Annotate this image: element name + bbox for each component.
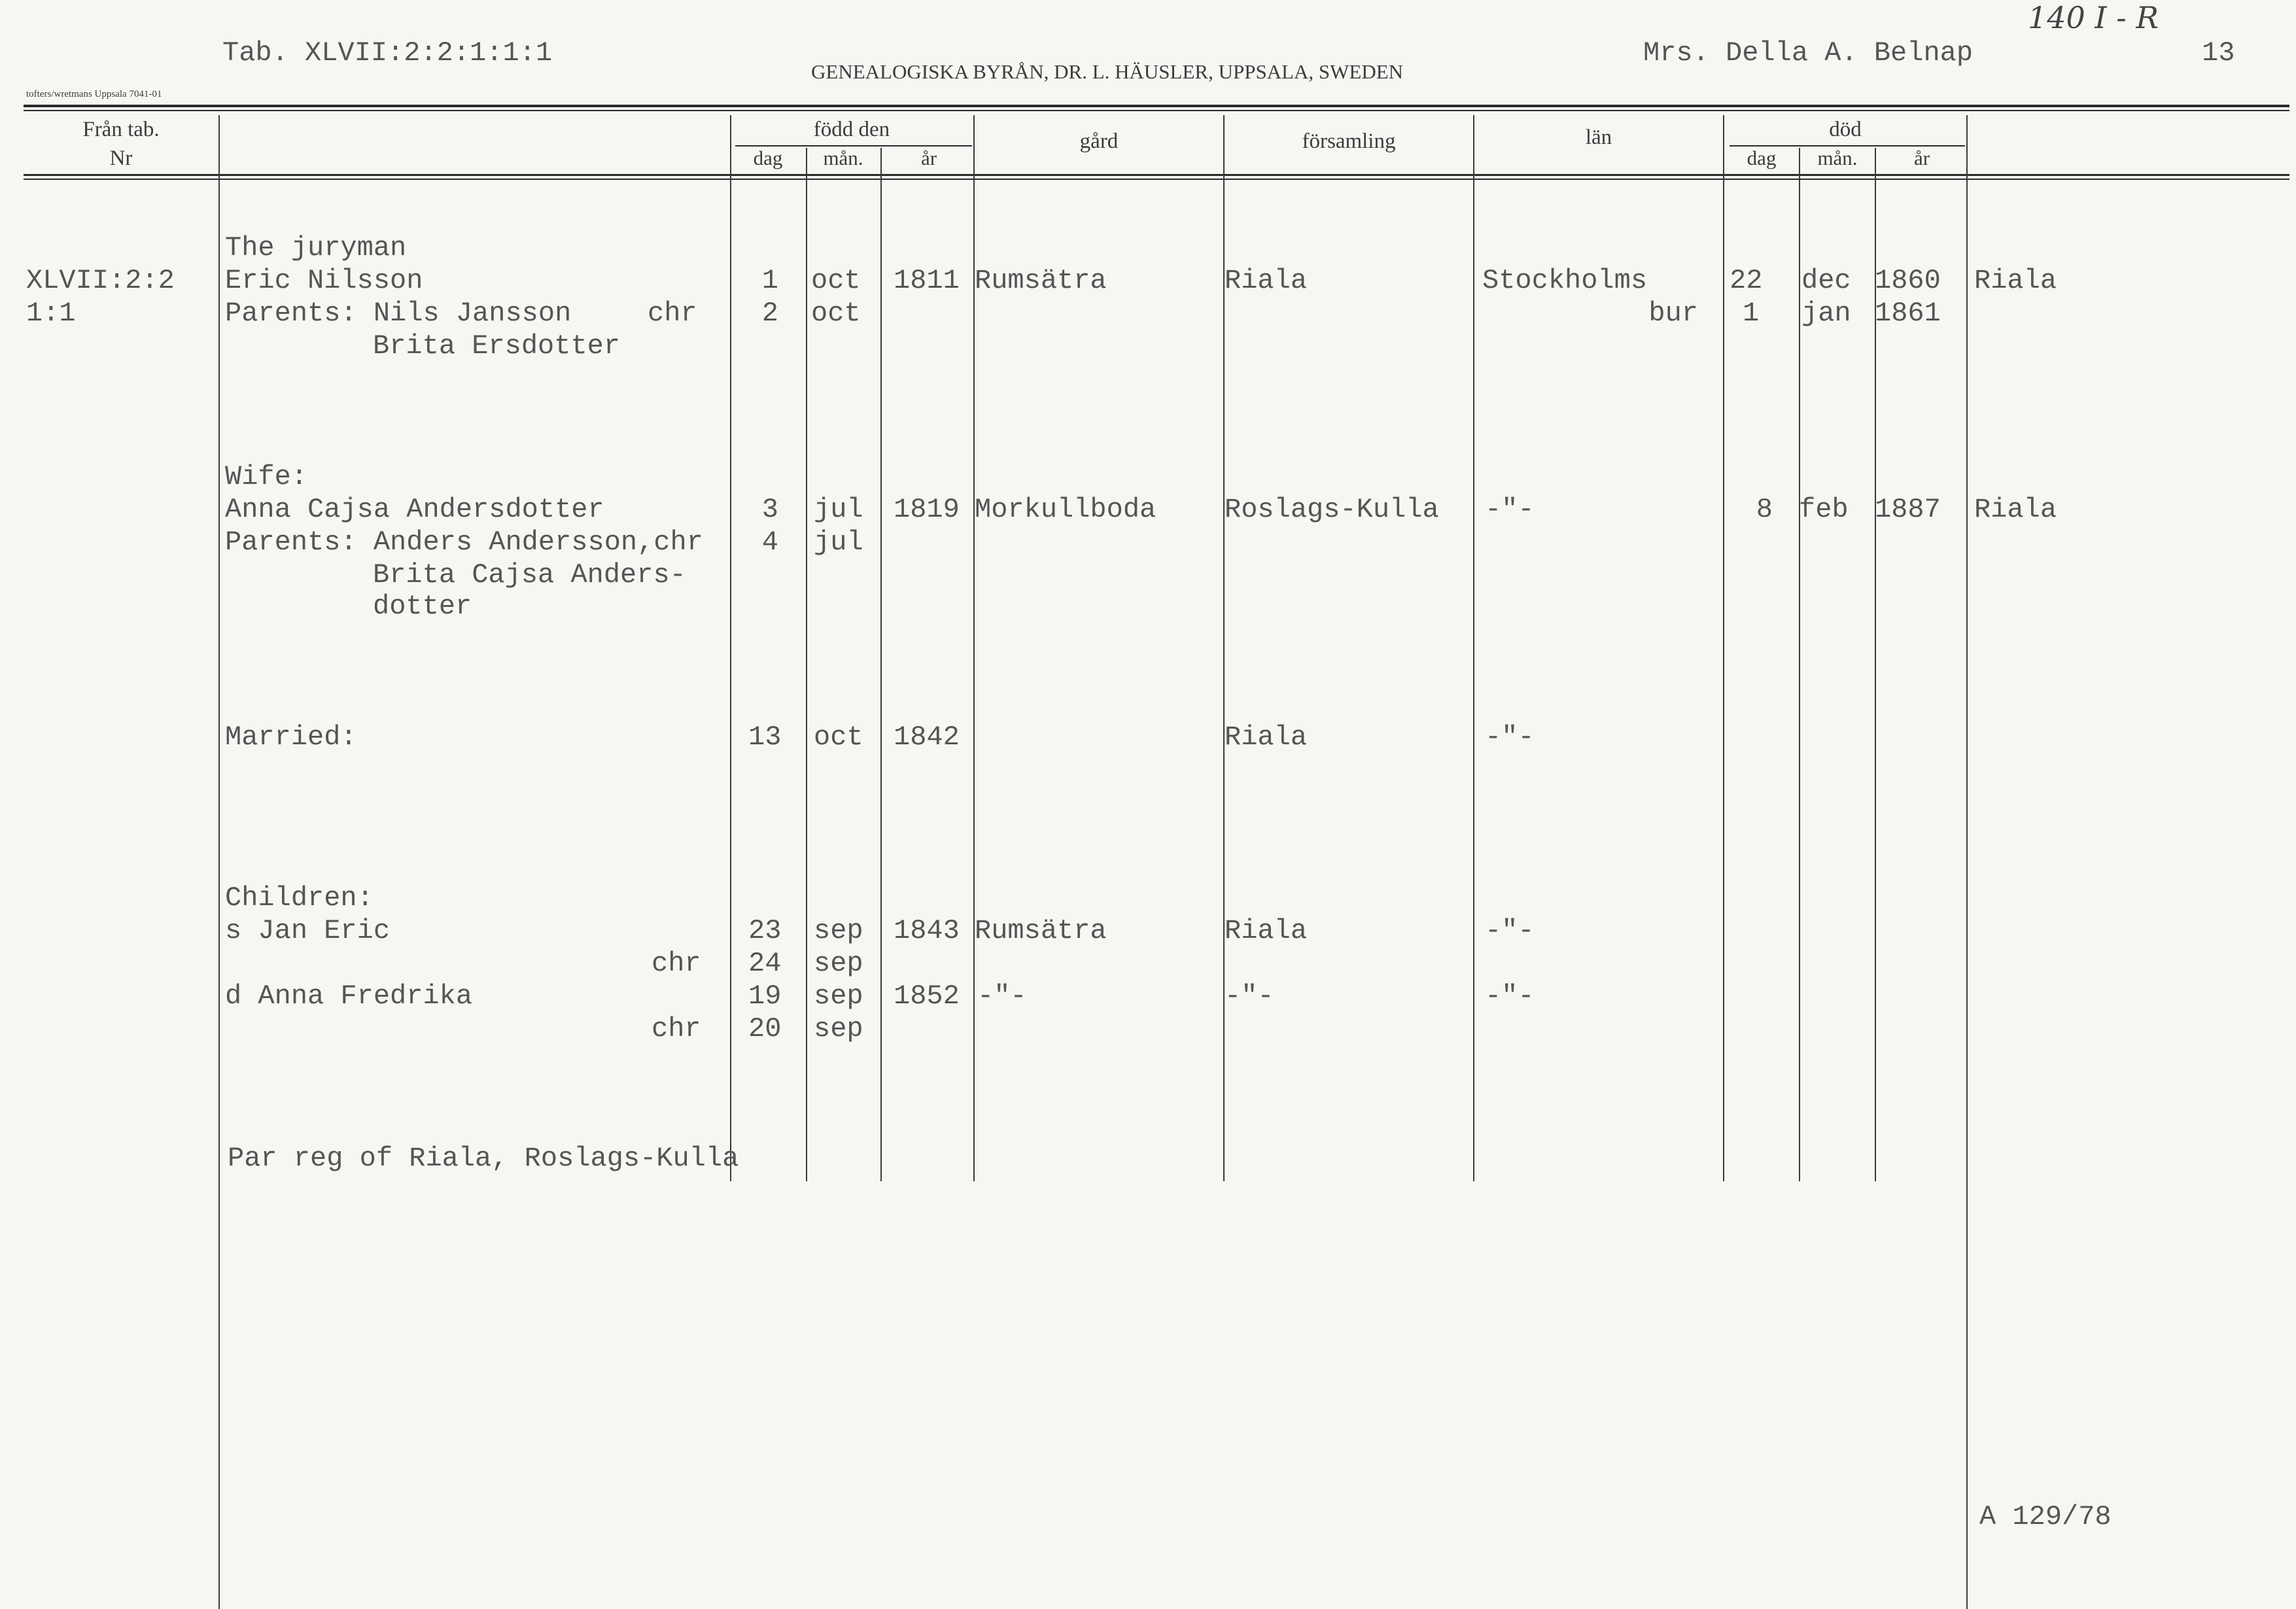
col-gard: gård (1079, 130, 1119, 153)
child2-birth-year: 1852 (894, 980, 960, 1012)
husband-bur-month: jan (1801, 298, 1851, 329)
husband-bur-day: 1 (1743, 298, 1760, 329)
wife-birth-day: 3 (761, 494, 778, 525)
husband-chr-month: oct (811, 298, 861, 329)
wife-name: Anna Cajsa Andersdotter (225, 494, 604, 525)
col-man: mån. (823, 147, 863, 169)
child1-county: -"- (1485, 915, 1535, 946)
child2-parish: -"- (1225, 980, 1274, 1012)
wife-chr-day: 4 (761, 527, 778, 558)
husband-chr-day: 2 (761, 298, 778, 329)
child1-birth-month: sep (814, 915, 863, 946)
husband-farm: Rumsätra (975, 265, 1107, 296)
header-rule (24, 174, 2289, 176)
col-dag: dag (753, 147, 783, 169)
child1-farm: Rumsätra (975, 915, 1107, 946)
husband-name: Eric Nilsson (225, 265, 423, 296)
top-rule-thin (24, 110, 2289, 111)
col-nr: Nr (109, 147, 133, 170)
col-dod-ar: år (1913, 147, 1930, 169)
husband-county: Stockholms (1482, 265, 1648, 296)
married-month: oct (814, 721, 863, 753)
child1-parish: Riala (1225, 915, 1308, 946)
husband-birth-month: oct (811, 265, 861, 296)
col-divider (1473, 115, 1474, 1181)
from-tab-line2: 1:1 (26, 298, 76, 329)
child2-name: d Anna Fredrika (225, 980, 473, 1012)
col-lan: län (1585, 126, 1612, 149)
col-divider (880, 148, 882, 1181)
husband-death-year: 1860 (1875, 265, 1941, 296)
col-dod-dag: dag (1747, 147, 1777, 169)
wife-chr-month: jul (814, 527, 863, 558)
col-forsamling: församling (1302, 130, 1396, 153)
child2-farm: -"- (977, 980, 1027, 1012)
child2-chr-label: chr (652, 1013, 701, 1045)
col-dod-man: mån. (1817, 147, 1858, 169)
wife-parents: Parents: Anders Andersson,chr (225, 527, 703, 558)
col-divider (218, 115, 220, 1609)
child1-chr-month: sep (814, 948, 863, 979)
husband-death-month: dec (1801, 265, 1851, 296)
wife-birth-year: 1819 (894, 494, 960, 525)
husband-mother: Brita Ersdotter (373, 330, 621, 362)
handwritten-note: 140 I - R (2028, 0, 2159, 35)
child1-birth-day: 23 (748, 915, 782, 946)
husband-death-day: 22 (1730, 265, 1763, 296)
husband-parents: Parents: Nils Jansson (225, 298, 572, 329)
married-label: Married: (225, 721, 357, 753)
married-day: 13 (748, 721, 782, 753)
tab-reference: Tab. XLVII:2:2:1:1:1 (222, 37, 553, 69)
husband-death-parish: Riala (1974, 265, 2057, 296)
col-divider (806, 148, 807, 1181)
child1-chr-day: 24 (748, 948, 782, 979)
child2-birth-month: sep (814, 980, 863, 1012)
wife-parish: Roslags-Kulla (1225, 494, 1439, 525)
husband-birth-day: 1 (761, 265, 778, 296)
child1-birth-year: 1843 (894, 915, 960, 946)
col-fodd-den: född den (813, 118, 890, 141)
married-county: -"- (1485, 721, 1535, 753)
client-name: Mrs. Della A. Belnap (1643, 37, 1974, 69)
bureau-name: GENEALOGISKA BYRÅN, DR. L. HÄUSLER, UPPSALA, SWEDEN (811, 60, 1404, 83)
wife-mother-line2: dotter (373, 591, 472, 622)
husband-title: The juryman (225, 232, 407, 264)
child1-name: s Jan Eric (225, 915, 391, 946)
wife-birth-month: jul (814, 494, 863, 525)
husband-chr-label: chr (648, 298, 697, 329)
wife-farm: Morkullboda (975, 494, 1157, 525)
col-divider (1723, 115, 1724, 1181)
top-rule (24, 105, 2289, 107)
children-label: Children: (225, 882, 374, 914)
wife-label: Wife: (225, 461, 308, 493)
from-tab-line1: XLVII:2:2 (26, 265, 175, 296)
col-divider (1799, 148, 1800, 1181)
husband-parish: Riala (1225, 265, 1308, 296)
footer-reference: A 129/78 (1979, 1501, 2112, 1532)
header-rule-thin (24, 179, 2289, 180)
wife-death-day: 8 (1756, 494, 1773, 525)
wife-death-parish: Riala (1974, 494, 2057, 525)
child2-birth-day: 19 (748, 980, 782, 1012)
col-divider (730, 115, 731, 1181)
husband-bur-year: 1861 (1875, 298, 1941, 329)
child2-county: -"- (1485, 980, 1535, 1012)
child2-chr-month: sep (814, 1013, 863, 1045)
husband-bur-label: bur (1648, 298, 1698, 329)
wife-mother-line1: Brita Cajsa Anders- (373, 559, 686, 591)
married-parish: Riala (1225, 721, 1308, 753)
wife-death-month: feb (1799, 494, 1849, 525)
printer-line: tofters/wretmans Uppsala 7041-01 (26, 89, 162, 99)
source-note: Par reg of Riala, Roslags-Kulla (228, 1143, 739, 1174)
married-year: 1842 (894, 721, 960, 753)
col-fran-tab: Från tab. (82, 118, 160, 141)
col-dod: död (1829, 118, 1862, 141)
wife-county: -"- (1485, 494, 1535, 525)
child1-chr-label: chr (652, 948, 701, 979)
husband-birth-year: 1811 (894, 265, 960, 296)
child2-chr-day: 20 (748, 1013, 782, 1045)
col-divider (1966, 115, 1968, 1609)
page-number: 13 (2202, 37, 2235, 69)
wife-death-year: 1887 (1875, 494, 1941, 525)
col-ar: år (920, 147, 937, 169)
